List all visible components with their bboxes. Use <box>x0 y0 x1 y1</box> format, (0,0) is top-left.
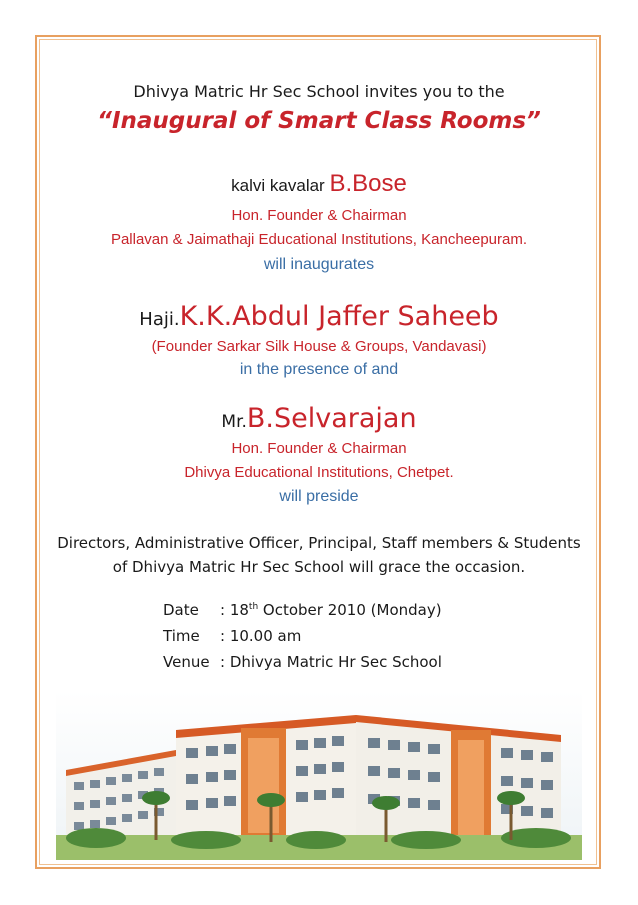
time-row <box>163 627 442 653</box>
time-value: : 10.00 am <box>220 627 302 645</box>
guest-3-role: will preside <box>279 488 359 505</box>
guest-3-name: B.Selvarajan <box>246 403 417 434</box>
grace-line-1: Directors, Administrative Officer, Principal, Staff members & Students <box>57 534 581 552</box>
guest-2-title: (Founder Sarkar Silk House & Groups, Vandavasi) <box>151 338 487 355</box>
venue-row <box>163 653 442 679</box>
grace-line-2: of Dhivya Matric Hr Sec School will grace the occasion. <box>112 558 526 576</box>
guest-1-organization: Pallavan & Jaimathaji Educational Institutions, Kancheepuram. <box>110 231 528 248</box>
date-row <box>163 601 442 627</box>
venue-label: Venue <box>163 653 210 671</box>
intro-text: Dhivya Matric Hr Sec School invites you to the <box>133 82 505 101</box>
guest-3-prefix: Mr. <box>221 412 247 432</box>
date-value <box>220 601 442 627</box>
guest-1-name-line <box>0 170 638 198</box>
date-suffix: th <box>248 602 259 612</box>
guest-2-role: in the presence of and <box>239 361 399 378</box>
guest-2-prefix: Haji. <box>139 309 180 330</box>
event-title: “Inaugural of Smart Class Rooms” <box>97 108 541 134</box>
date-day: : 18 <box>220 601 249 619</box>
date-rest: October 2010 (Monday) <box>258 601 442 619</box>
date-label: Date <box>163 601 199 619</box>
school-building-image <box>56 690 582 860</box>
guest-2-name-line <box>0 301 638 332</box>
guest-2-name: K.K.Abdul Jaffer Saheeb <box>179 301 499 332</box>
event-details <box>163 601 442 679</box>
venue-value: : Dhivya Matric Hr Sec School <box>220 653 442 671</box>
guest-3-title: Hon. Founder & Chairman <box>231 440 407 457</box>
guest-1-role: will inaugurates <box>263 256 375 273</box>
guest-1-prefix: kalvi kavalar <box>231 176 330 195</box>
guest-3-organization: Dhivya Educational Institutions, Chetpet. <box>184 464 454 481</box>
guest-3-name-line <box>0 403 638 434</box>
guest-1-name: B.Bose <box>329 170 407 197</box>
time-label: Time <box>163 627 200 645</box>
guest-1-title: Hon. Founder & Chairman <box>231 207 407 224</box>
